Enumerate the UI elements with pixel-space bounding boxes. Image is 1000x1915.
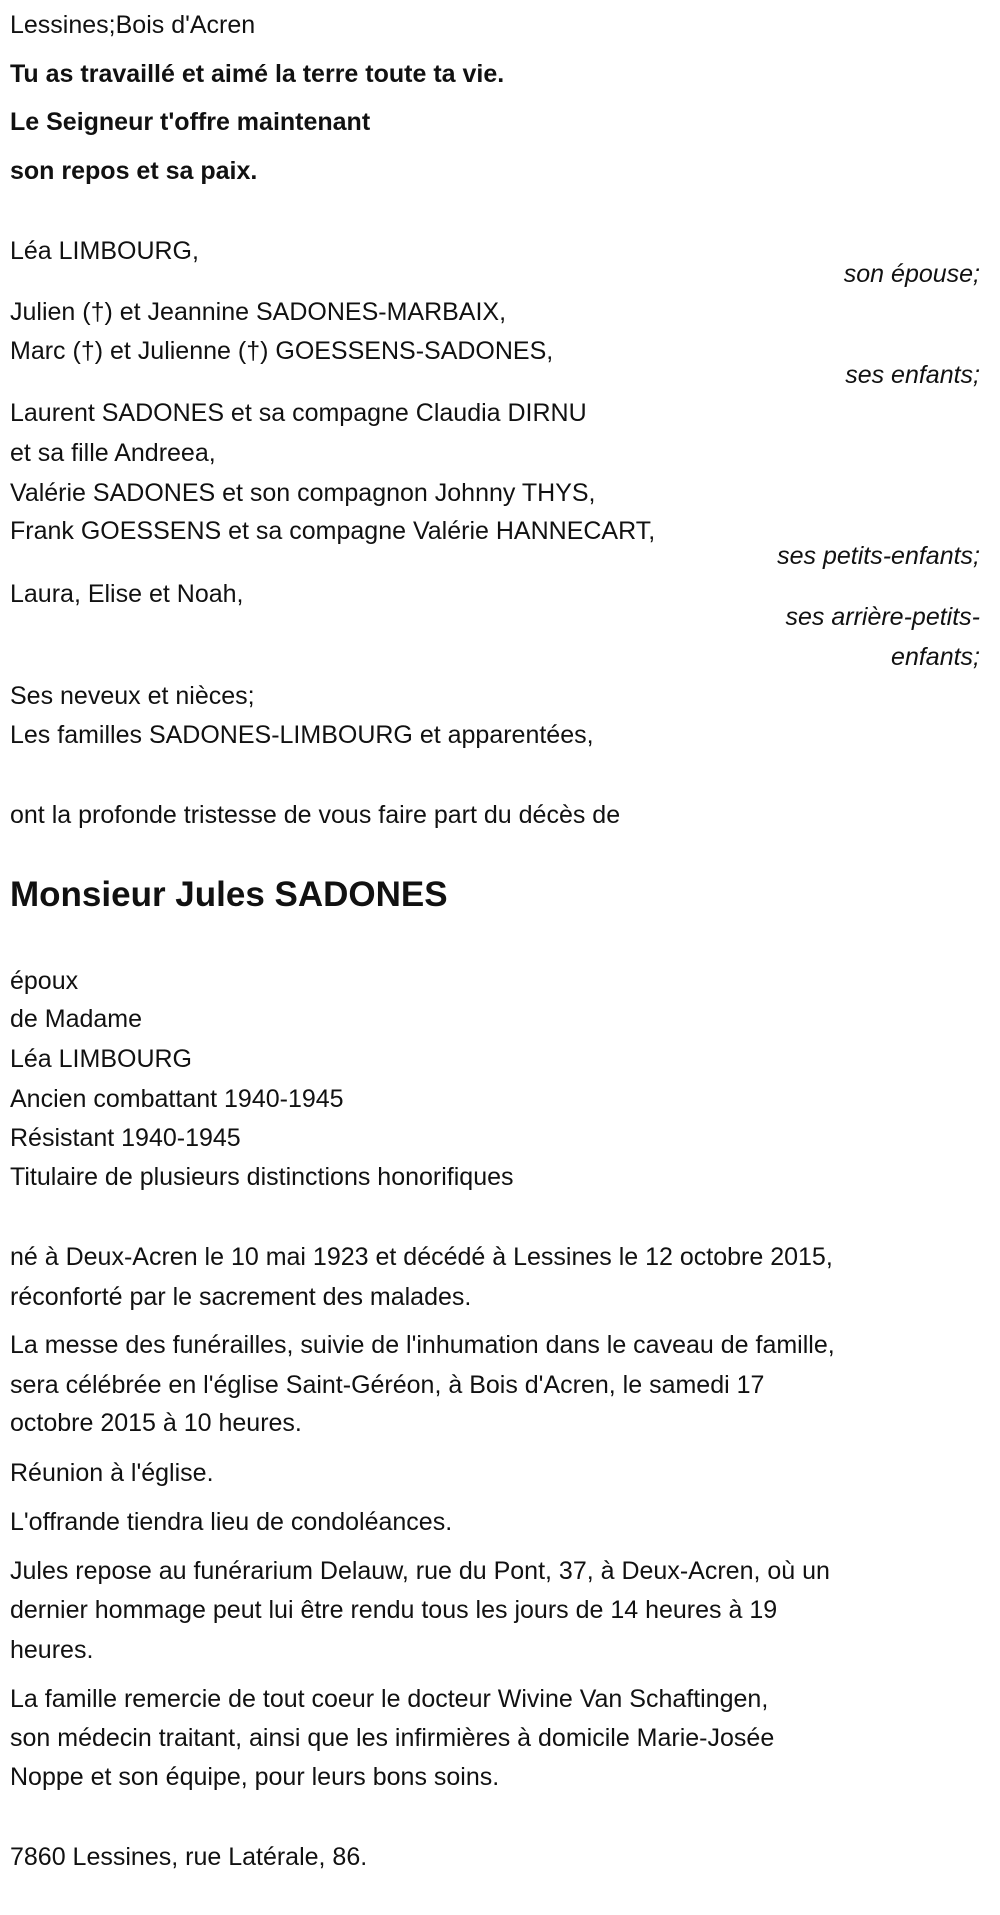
paragraph-line: né à Deux-Acren le 10 mai 1923 et décédé à Lessines le 12 octobre 2015, — [10, 1243, 833, 1271]
announcement: ont la profonde tristesse de vous faire part du décès de — [10, 801, 621, 829]
others-line: Ses neveux et nièces; — [10, 682, 255, 710]
address: 7860 Lessines, rue Latérale, 86. — [10, 1843, 368, 1871]
grandchildren-role: ses petits-enfants; — [777, 542, 980, 570]
detail-line: Ancien combattant 1940-1945 — [10, 1085, 344, 1113]
paragraph-line: réconforté par le sacrement des malades. — [10, 1283, 472, 1311]
paragraph-line: Noppe et son équipe, pour leurs bons soins. — [10, 1763, 500, 1791]
place-line: Lessines;Bois d'Acren — [10, 11, 256, 39]
paragraph-line: Réunion à l'église. — [10, 1459, 214, 1487]
deceased-name: Monsieur Jules SADONES — [10, 875, 448, 914]
verse-line: Le Seigneur t'offre maintenant — [10, 108, 371, 136]
detail-line: époux — [10, 967, 79, 995]
others-line: Les familles SADONES-LIMBOURG et apparentées, — [10, 721, 594, 749]
grandchild-line: Frank GOESSENS et sa compagne Valérie HANNECART, — [10, 517, 656, 545]
paragraph-line: L'offrande tiendra lieu de condoléances. — [10, 1508, 453, 1536]
grandchild-line: Valérie SADONES et son compagnon Johnny THYS, — [10, 479, 596, 507]
verse-line: son repos et sa paix. — [10, 157, 258, 185]
detail-line: Léa LIMBOURG — [10, 1045, 193, 1073]
great-grandchildren: Laura, Elise et Noah, — [10, 580, 244, 608]
paragraph-line: heures. — [10, 1636, 94, 1664]
spouse-name: Léa LIMBOURG, — [10, 237, 199, 265]
great-grandchildren-role: enfants; — [891, 643, 980, 671]
child-line: Julien (†) et Jeannine SADONES-MARBAIX, — [10, 298, 507, 326]
paragraph-line: octobre 2015 à 10 heures. — [10, 1409, 302, 1437]
grandchild-line: Laurent SADONES et sa compagne Claudia DIRNU — [10, 399, 587, 427]
great-grandchildren-role: ses arrière-petits- — [785, 603, 980, 631]
child-line: Marc (†) et Julienne (†) GOESSENS-SADONES, — [10, 337, 554, 365]
spouse-role: son épouse; — [843, 260, 980, 288]
grandchild-line: et sa fille Andreea, — [10, 439, 216, 467]
paragraph-line: Jules repose au funérarium Delauw, rue du Pont, 37, à Deux-Acren, où un — [10, 1557, 830, 1585]
detail-line: Titulaire de plusieurs distinctions honorifiques — [10, 1163, 514, 1191]
detail-line: Résistant 1940-1945 — [10, 1124, 241, 1152]
verse-line: Tu as travaillé et aimé la terre toute ta vie. — [10, 60, 505, 88]
paragraph-line: sera célébrée en l'église Saint-Géréon, à Bois d'Acren, le samedi 17 — [10, 1371, 765, 1399]
children-role: ses enfants; — [845, 361, 980, 389]
paragraph-line: La famille remercie de tout coeur le docteur Wivine Van Schaftingen, — [10, 1685, 769, 1713]
paragraph-line: La messe des funérailles, suivie de l'inhumation dans le caveau de famille, — [10, 1331, 835, 1359]
paragraph-line: dernier hommage peut lui être rendu tous les jours de 14 heures à 19 — [10, 1596, 778, 1624]
paragraph-line: son médecin traitant, ainsi que les infirmières à domicile Marie-Josée — [10, 1724, 775, 1752]
detail-line: de Madame — [10, 1005, 143, 1033]
